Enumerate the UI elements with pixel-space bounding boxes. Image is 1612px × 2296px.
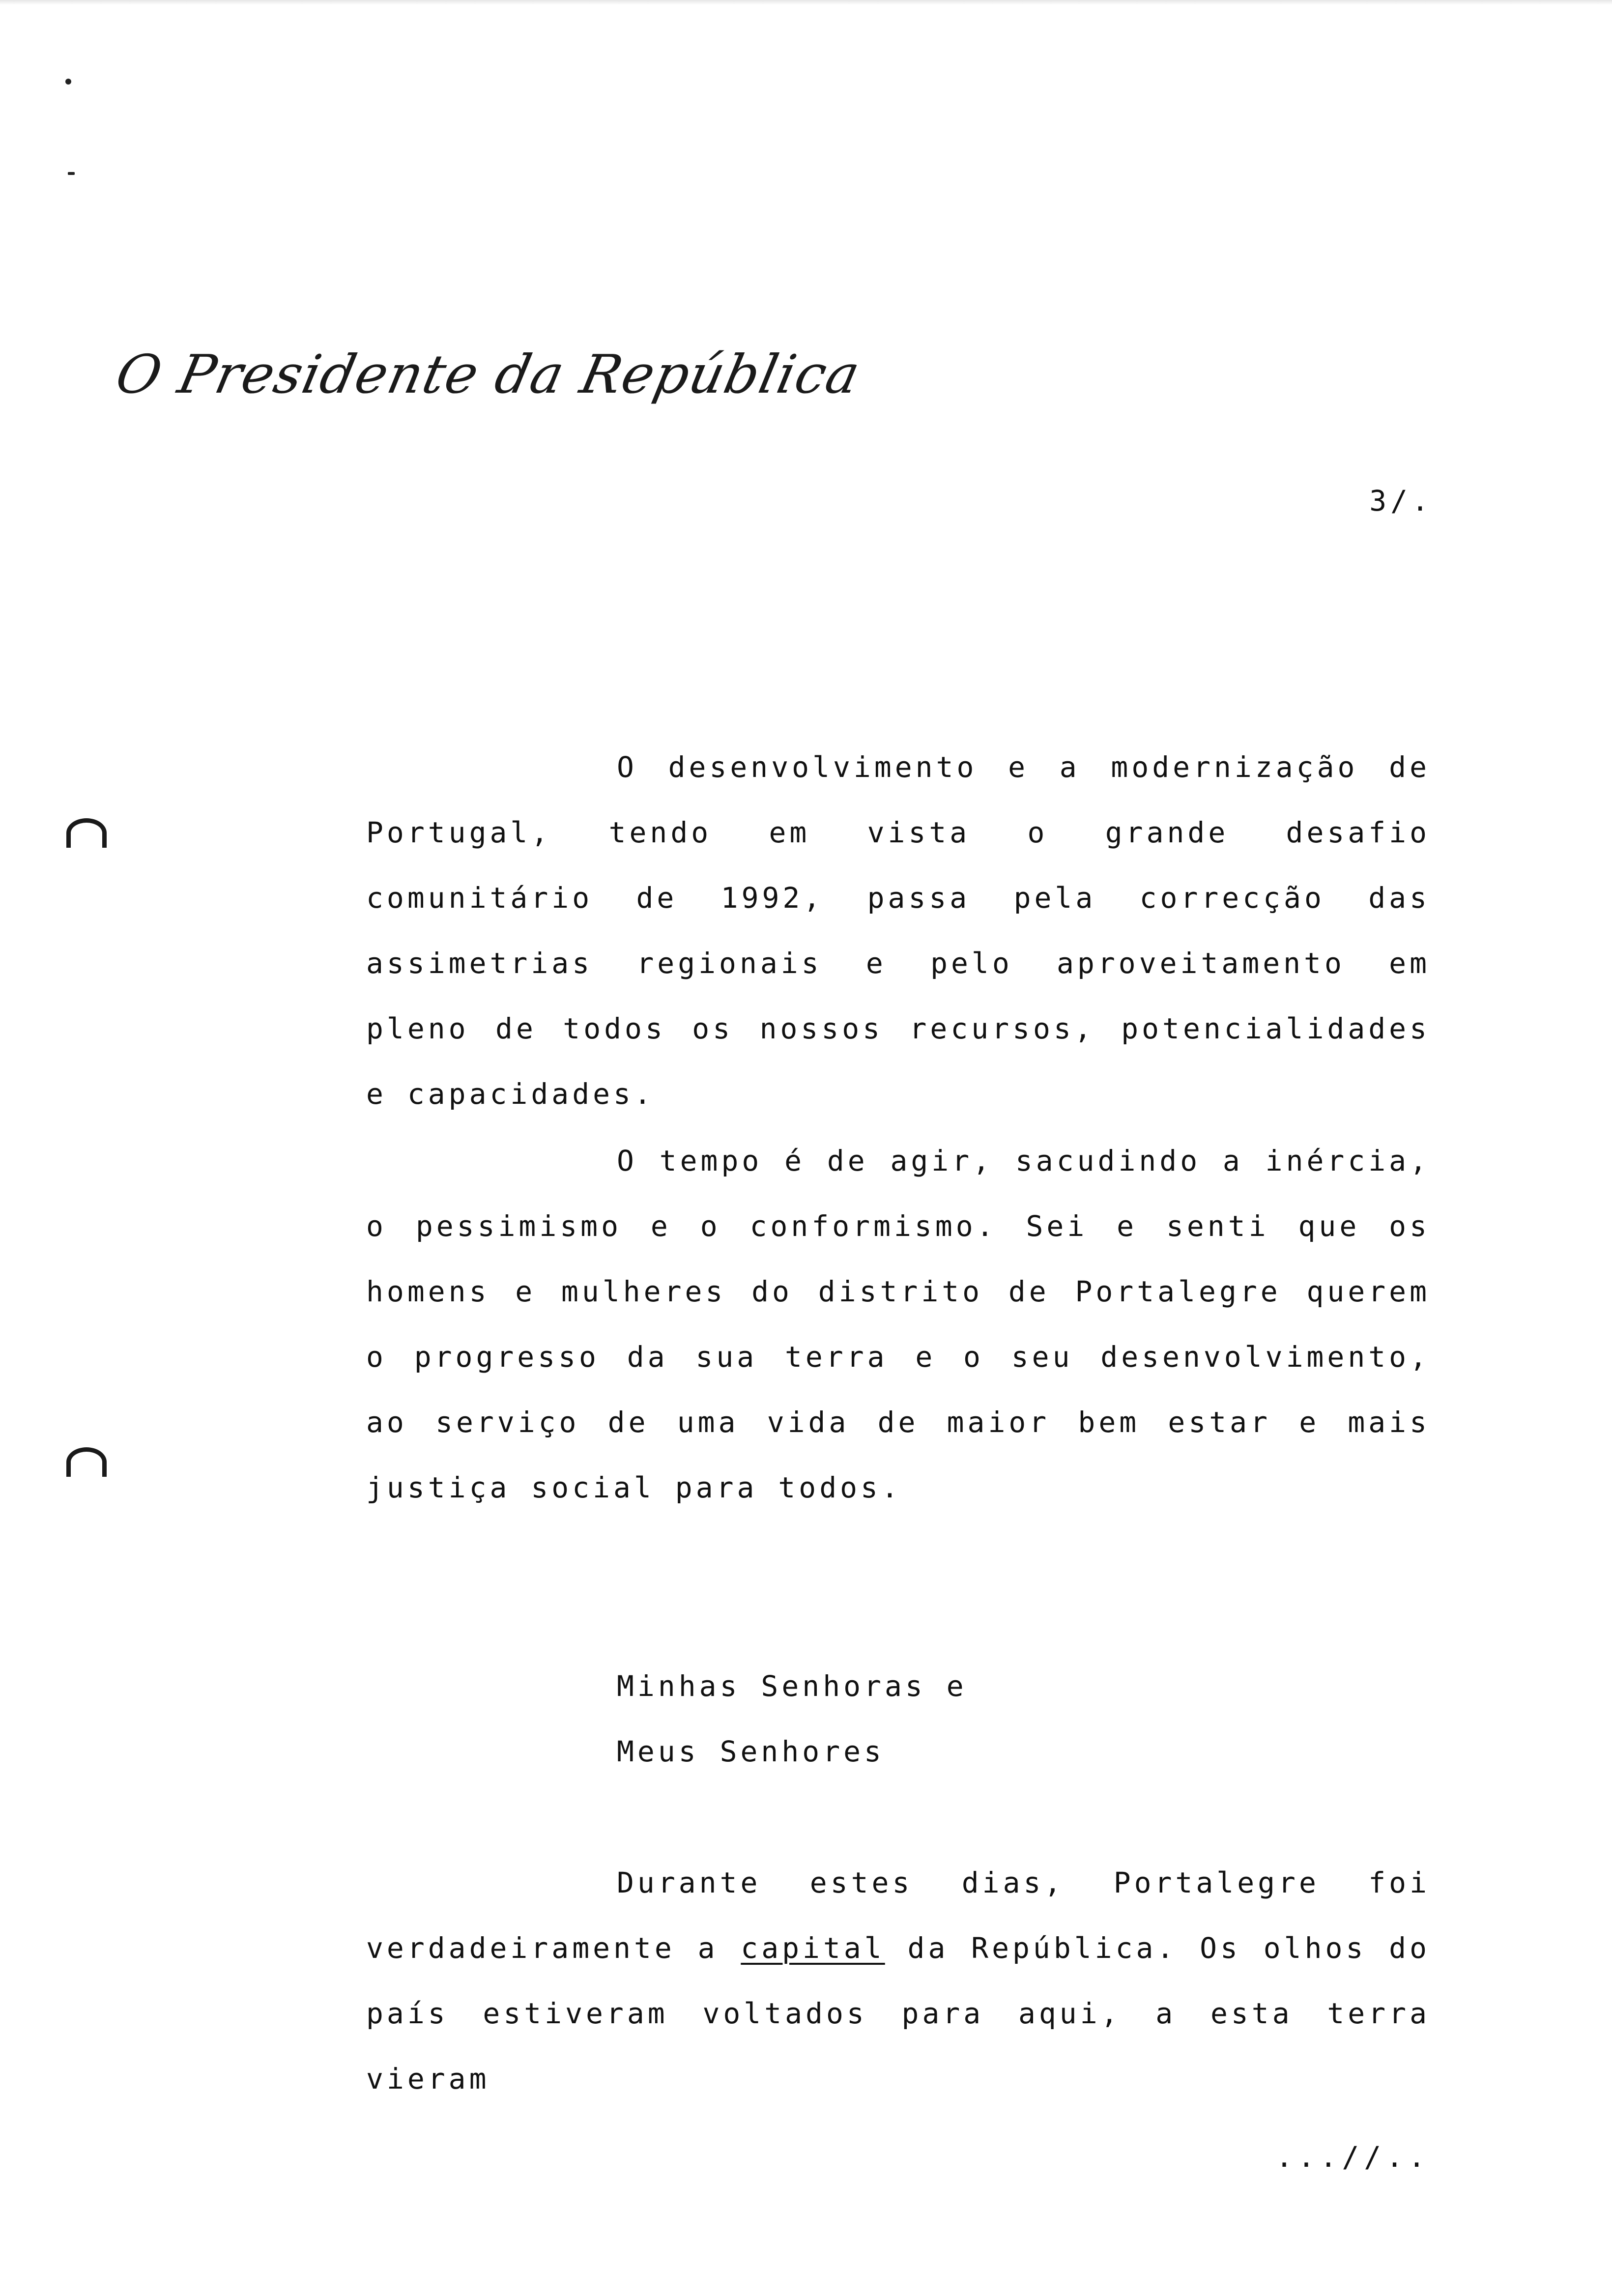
punch-hole-mark — [66, 818, 107, 848]
paragraph-3-end: da República. Os olhos do país estiveram voltados para aqui, a esta terra vieram — [366, 1931, 1430, 2095]
punch-hole-mark — [66, 1447, 107, 1477]
paragraph-3-start: Durante estes dias, Portalegre foi verdadeiramente a — [366, 1866, 1430, 1965]
scan-edge — [0, 0, 1612, 5]
paragraph-1-text: O desenvolvimento e a modernização de Portugal, tendo em vista o grande desafio comunitário de 1992, passa pela correcção das assimetrias regionais e pelo aproveitamento em pleno de todos os nossos recursos, potencialidades e capacidades. — [366, 750, 1430, 1111]
paragraph-2-text: O tempo é de agir, sacudindo a inércia, o pessimismo e o conformismo. Sei e senti que os homens e mulheres do distrito de Portalegre querem o progresso da sua terra e o seu desenvolvimento, ao serviço de uma vida de maior bem estar e mais justiça social para todos. — [366, 1144, 1430, 1504]
continuation-mark: ...//.. — [1275, 2140, 1430, 2174]
underlined-word: capital — [741, 1931, 885, 1965]
paragraph-3-text — [366, 1850, 1430, 2112]
page-number: 3/. — [1369, 484, 1433, 517]
paragraph-3 — [366, 1850, 1430, 2112]
paragraph-2 — [366, 1128, 1430, 1521]
salutation-line-1: Minhas Senhoras e — [617, 1669, 967, 1703]
letterhead: O Presidente da República — [111, 344, 866, 405]
scan-speck — [65, 79, 71, 85]
paragraph-1 — [366, 735, 1430, 1127]
salutation-line-2: Meus Senhores — [617, 1735, 885, 1768]
scan-speck — [68, 172, 75, 175]
salutation — [617, 1654, 967, 1784]
